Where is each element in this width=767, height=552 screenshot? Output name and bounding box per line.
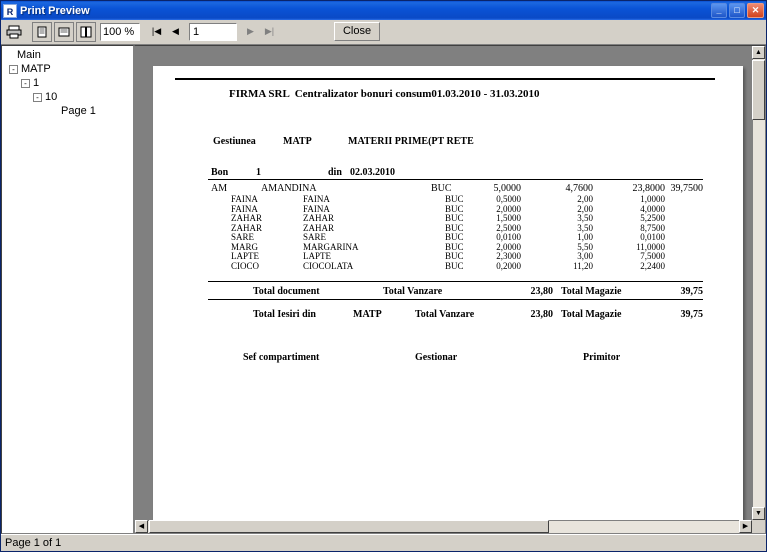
page-wide-icon: [58, 26, 70, 38]
tree-item-1[interactable]: [5, 76, 133, 90]
scroll-right-button[interactable]: ▶: [739, 520, 752, 533]
detail-row-qty: 2,3000: [496, 251, 521, 261]
detail-row-value: 5,2500: [640, 213, 665, 223]
detail-row-code: FAINA: [231, 194, 258, 204]
gestiunea-label: Gestiunea: [213, 136, 256, 147]
detail-row-code: CIOCO: [231, 260, 260, 271]
tree-toggle-icon[interactable]: -: [21, 79, 30, 88]
main-row-um: BUC: [431, 183, 452, 194]
printer-icon: [6, 25, 22, 39]
detail-row-um: BUC: [445, 232, 464, 242]
detail-row-um: BUC: [445, 260, 464, 271]
window-title: Print Preview: [20, 4, 90, 17]
detail-row-name: LAPTE: [303, 251, 331, 261]
din-label: din: [328, 167, 342, 178]
detail-row-name: ZAHAR: [303, 213, 334, 223]
detail-row-um: BUC: [445, 251, 464, 261]
signature-right: Primitor: [583, 352, 621, 363]
detail-row-value: 1,0000: [640, 194, 665, 204]
total-iesiri-gestiune: MATP: [353, 309, 382, 320]
detail-row-price: 2,00: [577, 203, 593, 214]
view-page-width-button[interactable]: [54, 22, 74, 42]
page-single-icon: [36, 26, 48, 38]
tree-item-10[interactable]: [5, 90, 133, 104]
total-iesiri-vanzare-label: Total Vanzare: [415, 309, 475, 320]
detail-row-code: LAPTE: [231, 251, 259, 261]
bon-number: 1: [256, 167, 261, 178]
tree-item-main[interactable]: [5, 48, 133, 62]
gestiunea-name: MATERII PRIME(PT RETE: [348, 136, 474, 147]
zoom-input[interactable]: 100 %: [100, 23, 140, 41]
horizontal-scroll-thumb[interactable]: [149, 520, 549, 533]
total-magazie-value: 39,75: [680, 286, 703, 297]
bon-rule: [208, 179, 703, 180]
tree-item-label: 10: [45, 91, 58, 103]
detail-row-price: 3,50: [577, 222, 593, 233]
total-document-label: Total document: [253, 286, 320, 297]
tree-item-page-1[interactable]: [5, 104, 133, 118]
status-text: Page 1 of 1: [5, 537, 62, 549]
detail-row-um: BUC: [445, 203, 464, 214]
preview-scroll-area: [135, 46, 752, 520]
detail-row-qty: 2,5000: [496, 222, 521, 233]
detail-row-um: BUC: [445, 222, 464, 233]
tree-item-label: 1: [33, 77, 40, 89]
tree-toggle-icon[interactable]: -: [9, 65, 18, 74]
close-window-button[interactable]: ✕: [747, 3, 764, 18]
scrollbar-corner: [752, 520, 765, 533]
signature-center: Gestionar: [415, 352, 458, 363]
detail-row-code: MARG: [231, 241, 259, 252]
report-content: [153, 66, 743, 520]
detail-row-price: 1,00: [577, 232, 593, 242]
main-row-value: 23,8000: [632, 183, 665, 194]
total-magazie-label: Total Magazie: [561, 286, 622, 297]
detail-row-value: 4,0000: [640, 203, 665, 214]
detail-row-name: FAINA: [303, 203, 330, 214]
scroll-left-button[interactable]: ◀: [135, 520, 148, 533]
tree-toggle-icon[interactable]: -: [33, 93, 42, 102]
gestiunea-code: MATP: [283, 136, 312, 147]
detail-row-qty: 0,2000: [496, 260, 521, 271]
detail-row-um: BUC: [445, 241, 464, 252]
main-body: [1, 44, 766, 534]
total-iesiri-magazie-label: Total Magazie: [561, 309, 622, 320]
horizontal-scrollbar[interactable]: [135, 520, 752, 533]
total-iesiri-label: Total Iesiri din: [253, 309, 316, 320]
detail-row-code: SARE: [231, 232, 255, 242]
tree-item-label: Page 1: [61, 105, 96, 117]
vertical-scroll-thumb[interactable]: [752, 60, 765, 120]
detail-row-qty: 2,0000: [496, 203, 521, 214]
detail-row-price: 3,00: [577, 251, 593, 261]
detail-row-code: ZAHAR: [231, 222, 262, 233]
total-iesiri-vanzare-value: 23,80: [530, 309, 553, 320]
totals-rule: [208, 281, 703, 282]
signature-left: Sef compartiment: [243, 352, 320, 363]
print-button[interactable]: [4, 22, 24, 42]
first-page-button[interactable]: |◀: [148, 23, 165, 41]
report-top-rule: [175, 78, 715, 80]
detail-row-value: 7,5000: [640, 251, 665, 261]
detail-row-um: BUC: [445, 213, 464, 223]
maximize-button[interactable]: □: [729, 3, 745, 18]
page-number-input[interactable]: 1: [189, 23, 237, 41]
total-vanzare-value: 23,80: [530, 286, 553, 297]
app-icon: R: [3, 4, 17, 18]
total-iesiri-magazie-value: 39,75: [680, 309, 703, 320]
last-page-button[interactable]: ▶|: [261, 23, 278, 41]
scroll-up-button[interactable]: ▲: [752, 46, 765, 59]
detail-row-value: 2,2400: [640, 260, 665, 271]
detail-row-price: 3,50: [577, 213, 593, 223]
detail-row-qty: 1,5000: [496, 213, 521, 223]
main-row-name: AMANDINA: [261, 183, 317, 194]
detail-row-qty: 0,5000: [496, 194, 521, 204]
detail-row-name: CIOCOLATA: [303, 260, 354, 271]
totals-rule-2: [208, 299, 703, 300]
detail-row-name: ZAHAR: [303, 222, 334, 233]
status-bar: [1, 534, 766, 551]
detail-row-name: FAINA: [303, 194, 330, 204]
main-row-code: AM: [211, 183, 228, 194]
vertical-scrollbar[interactable]: [752, 46, 765, 520]
detail-row-name: SARE: [303, 232, 327, 242]
preview-page: [153, 66, 743, 520]
main-row-qty: 5,0000: [493, 183, 521, 194]
detail-row-qty: 0,0100: [496, 232, 521, 242]
tree-item-label: Main: [17, 49, 41, 61]
minimize-button[interactable]: _: [711, 3, 727, 18]
detail-row-price: 2,00: [577, 194, 593, 204]
window-buttons: [711, 3, 765, 18]
detail-row-price: 11,20: [573, 260, 593, 271]
total-vanzare-label: Total Vanzare: [383, 286, 443, 297]
title-bar: [1, 1, 766, 20]
detail-row-um: BUC: [445, 194, 464, 204]
tree-item-matp[interactable]: [5, 62, 133, 76]
detail-row-code: ZAHAR: [231, 213, 262, 223]
preview-pane: [134, 45, 766, 534]
bon-label: Bon: [211, 167, 229, 178]
detail-row-value: 0,0100: [640, 232, 665, 242]
close-button[interactable]: Close: [334, 22, 380, 41]
detail-row-value: 11,0000: [636, 241, 665, 252]
tree-item-label: MATP: [21, 63, 51, 75]
document-tree[interactable]: [1, 45, 134, 534]
detail-row-qty: 2,0000: [496, 241, 521, 252]
report-title: FIRMA SRL Centralizator bonuri consum01.03.2010 - 31.03.2010: [229, 88, 540, 100]
view-single-page-button[interactable]: [32, 22, 52, 42]
detail-row-name: MARGARINA: [303, 241, 359, 252]
main-row-total: 39,7500: [670, 183, 703, 194]
toolbar: [1, 20, 766, 44]
view-multi-page-button[interactable]: [76, 22, 96, 42]
detail-row-value: 8,7500: [640, 222, 665, 233]
scroll-down-button[interactable]: ▼: [752, 507, 765, 520]
main-row-price: 4,7600: [565, 183, 593, 194]
detail-row-code: FAINA: [231, 203, 258, 214]
detail-row-price: 5,50: [577, 241, 593, 252]
page-multi-icon: [80, 26, 92, 38]
din-date: 02.03.2010: [350, 167, 395, 178]
prev-page-button[interactable]: ◀: [167, 23, 184, 41]
next-page-button[interactable]: ▶: [242, 23, 259, 41]
